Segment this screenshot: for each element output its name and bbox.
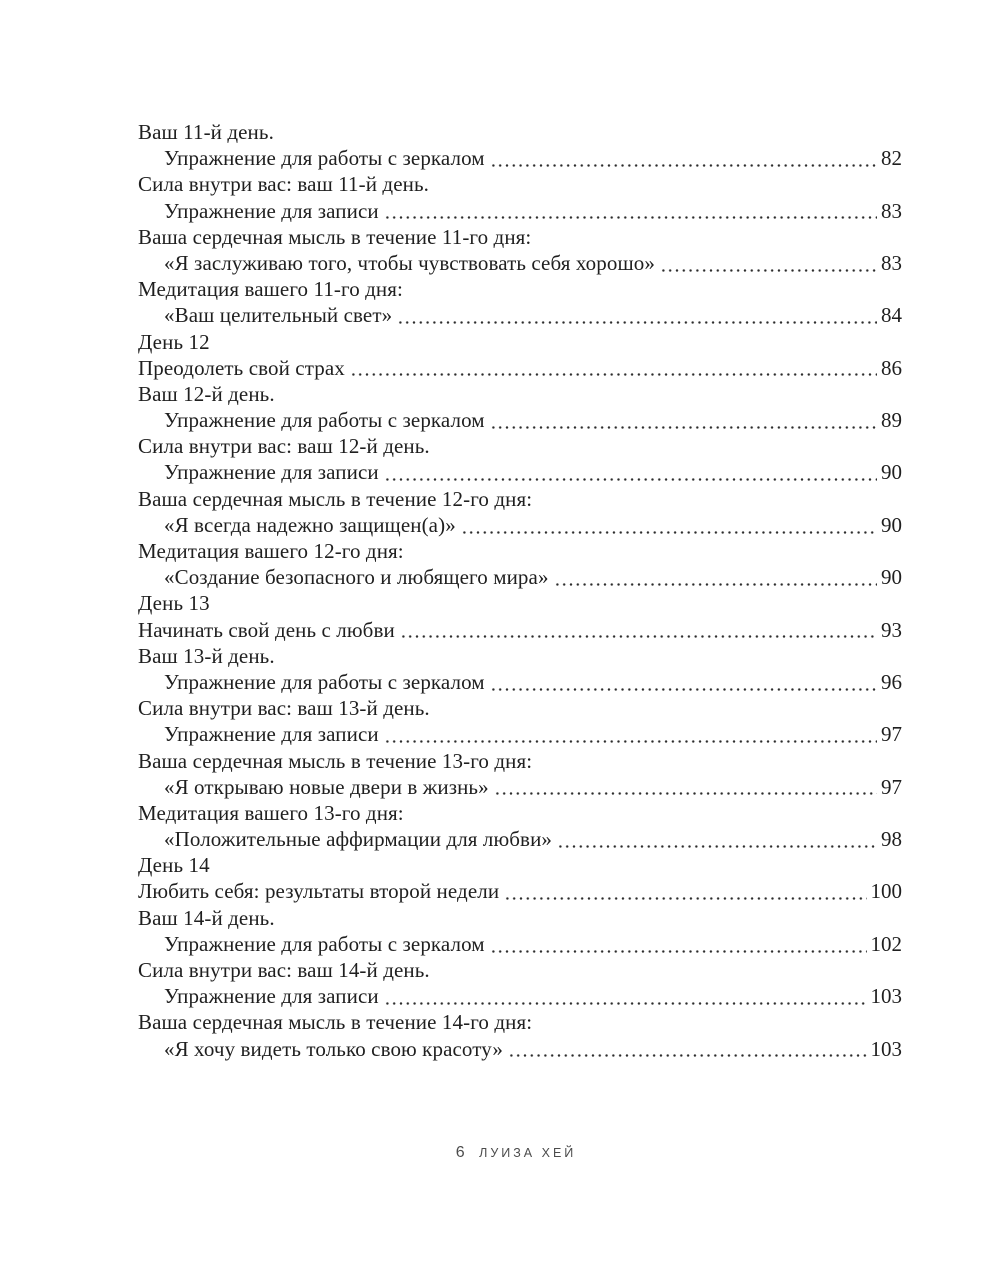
toc-leader-dots — [490, 669, 877, 695]
toc-entry-page-number: 82 — [881, 146, 902, 171]
toc-entry-page-number: 97 — [881, 722, 902, 747]
toc-entry — [138, 617, 902, 643]
toc-entry-page-number: 90 — [881, 512, 902, 537]
toc-entry-title: «Положительные аффирмации для любви» — [164, 827, 553, 852]
toc-entry — [138, 381, 902, 407]
toc-entry-title: «Ваш целительный свет» — [164, 303, 393, 328]
toc-leader-dots — [557, 826, 877, 852]
toc-entry-title: Упражнение для работы с зеркалом — [164, 931, 485, 956]
toc-entry-title: Сила внутри вас: ваш 14-й день. — [138, 958, 430, 982]
toc-entry-title: День 12 — [138, 329, 210, 354]
toc-entry — [138, 748, 902, 774]
toc-entry-page-number: 89 — [881, 408, 902, 433]
toc-leader-dots — [384, 198, 877, 224]
toc-entry-title: Ваша сердечная мысль в течение 11-го дня: — [138, 224, 532, 249]
toc-entry — [138, 852, 902, 878]
toc-entry — [138, 669, 902, 695]
toc-entry-title: День 13 — [138, 591, 210, 616]
toc-entry — [138, 800, 902, 826]
toc-entry — [138, 355, 902, 381]
toc-entry-page-number: 90 — [881, 565, 902, 590]
toc-leader-dots — [384, 721, 877, 747]
toc-entry-page-number: 103 — [870, 1036, 902, 1061]
toc-entry-title: Упражнение для работы с зеркалом — [164, 408, 485, 433]
toc-entry-title: Сила внутри вас: ваш 13-й день. — [138, 696, 430, 721]
toc-entry — [138, 1036, 902, 1062]
toc-entry-title: «Создание безопасного и любящего мира» — [164, 565, 549, 590]
toc-entry-page-number: 84 — [881, 303, 902, 328]
toc-entry-title: Упражнение для записи — [164, 984, 379, 1009]
toc-entry-title: Упражнение для работы с зеркалом — [164, 146, 485, 171]
toc-entry — [138, 302, 902, 328]
toc-leader-dots — [384, 983, 867, 1009]
toc-entry-page-number: 83 — [881, 250, 902, 275]
toc-entry-title: Преодолеть свой страх — [138, 355, 345, 380]
toc-entry — [138, 878, 902, 904]
toc-entry-title: Упражнение для записи — [164, 198, 379, 223]
toc-entry-title: Упражнение для записи — [164, 460, 379, 485]
toc-entry-title: Ваш 12-й день. — [138, 381, 275, 406]
toc-entry-title: «Я заслуживаю того, чтобы чувствовать себя хорошо» — [164, 250, 655, 275]
toc-entry-page-number: 93 — [881, 617, 902, 642]
toc-entry-page-number: 96 — [881, 669, 902, 694]
toc-entry — [138, 512, 902, 538]
toc-entry — [138, 983, 902, 1009]
toc-entry-title: День 14 — [138, 853, 210, 878]
toc-entry-title: Сила внутри вас: ваш 12-й день. — [138, 434, 430, 459]
toc-leader-dots — [554, 564, 877, 590]
toc-leader-dots — [490, 145, 877, 171]
toc-leader-dots — [397, 302, 877, 328]
folio-page-number: 6 — [455, 1144, 466, 1161]
toc-entry-title: Упражнение для записи — [164, 722, 379, 747]
toc-leader-dots — [490, 407, 877, 433]
toc-entry — [138, 145, 902, 171]
toc-entry — [138, 171, 902, 197]
toc-entry-title: Любить себя: результаты второй недели — [138, 879, 500, 904]
toc-entry — [138, 957, 902, 983]
toc-leader-dots — [508, 1036, 867, 1062]
toc-entry-title: Упражнение для работы с зеркалом — [164, 669, 485, 694]
toc-entry-page-number: 83 — [881, 198, 902, 223]
toc-entry — [138, 721, 902, 747]
toc-leader-dots — [350, 355, 877, 381]
toc-entry-title: Медитация вашего 13-го дня: — [138, 800, 404, 825]
toc-entry-title: Медитация вашего 12-го дня: — [138, 539, 404, 563]
toc-entry-title: Ваша сердечная мысль в течение 14-го дня: — [138, 1010, 533, 1035]
toc-leader-dots — [461, 512, 877, 538]
toc-entry — [138, 119, 902, 145]
toc-entry — [138, 1009, 902, 1035]
toc-entry-page-number: 90 — [881, 460, 902, 485]
toc-entry — [138, 433, 902, 459]
toc-entry — [138, 276, 902, 302]
toc-entry-title: «Я всегда надежно защищен(а)» — [164, 512, 456, 537]
toc-leader-dots — [494, 774, 877, 800]
toc-leader-dots — [504, 878, 866, 904]
toc-entry-title: Ваш 11-й день. — [138, 120, 274, 144]
toc-entry — [138, 564, 902, 590]
page-footer — [16, 1144, 1000, 1162]
toc-entry — [138, 486, 902, 512]
toc-entry — [138, 931, 902, 957]
toc-leader-dots — [490, 931, 867, 957]
toc-entry-title: «Я хочу видеть только свою красоту» — [164, 1036, 503, 1061]
toc-entry-page-number: 86 — [881, 355, 902, 380]
table-of-contents — [138, 119, 902, 1062]
toc-entry-title: «Я открываю новые двери в жизнь» — [164, 774, 489, 799]
toc-entry-page-number: 103 — [870, 984, 902, 1009]
toc-entry — [138, 826, 902, 852]
toc-entry-title: Ваша сердечная мысль в течение 13-го дня: — [138, 748, 533, 773]
toc-entry — [138, 329, 902, 355]
toc-leader-dots — [384, 459, 877, 485]
toc-entry — [138, 224, 902, 250]
toc-entry — [138, 538, 902, 564]
toc-entry — [138, 590, 902, 616]
toc-entry-title: Ваш 14-й день. — [138, 905, 275, 930]
toc-entry-page-number: 102 — [870, 931, 902, 956]
toc-entry — [138, 643, 902, 669]
toc-leader-dots — [400, 617, 877, 643]
toc-entry-title: Медитация вашего 11-го дня: — [138, 277, 403, 302]
toc-entry-page-number: 100 — [870, 879, 902, 904]
toc-entry — [138, 695, 902, 721]
toc-entry-page-number: 98 — [881, 827, 902, 852]
toc-entry — [138, 250, 902, 276]
toc-entry-title: Ваша сердечная мысль в течение 12-го дня: — [138, 486, 533, 511]
toc-entry — [138, 407, 902, 433]
toc-entry — [138, 459, 902, 485]
toc-entry — [138, 198, 902, 224]
toc-entry-title: Ваш 13-й день. — [138, 643, 275, 668]
toc-leader-dots — [660, 250, 877, 276]
toc-entry-title: Сила внутри вас: ваш 11-й день. — [138, 172, 429, 197]
toc-entry-title: Начинать свой день с любви — [138, 617, 395, 642]
toc-entry — [138, 774, 902, 800]
running-head-author: ЛУИЗА ХЕЙ — [479, 1146, 577, 1160]
toc-entry — [138, 905, 902, 931]
toc-entry-page-number: 97 — [881, 774, 902, 799]
